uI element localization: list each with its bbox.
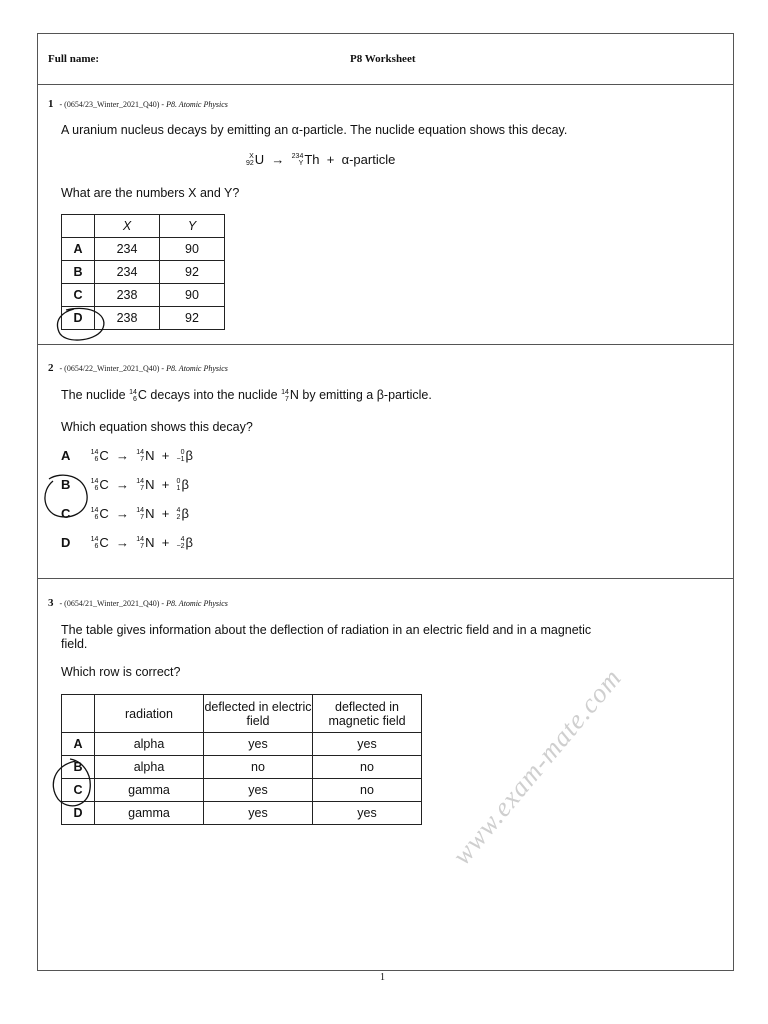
question-2-header: 2 - (0654/22_Winter_2021_Q40) - P8. Atomic Physics — [48, 362, 228, 374]
option-a: A 14 6 C → 14 7 N + 0 −1 β — [61, 448, 193, 464]
option-b: B 14 6 C → 14 7 N + 0 1 β — [61, 477, 189, 493]
option-d: D 14 6 C → 14 7 N + 4 −2 β — [61, 535, 193, 551]
answer-circle-icon — [39, 471, 95, 527]
question-1-prompt: What are the numbers X and Y? — [61, 186, 240, 200]
worksheet-title: P8 Worksheet — [350, 53, 416, 65]
question-1-text: A uranium nucleus decays by emitting an α-particle. The nuclide equation shows this decay. — [61, 123, 568, 137]
question-3-text: The table gives information about the deflection of radiation in an electric field and in a magnetic field. — [61, 623, 592, 651]
question-2-prompt: Which equation shows this decay? — [61, 420, 253, 434]
worksheet-frame — [37, 33, 734, 971]
question-3-header: 3 - (0654/21_Winter_2021_Q40) - P8. Atomic Physics — [48, 597, 228, 609]
answer-circle-icon — [52, 306, 112, 346]
question-1-table: X Y A 234 90 B 234 92 C 238 90 D 238 92 — [61, 214, 225, 330]
question-1 — [38, 85, 733, 345]
question-1-header: 1 - (0654/23_Winter_2021_Q40) - P8. Atomic Physics — [48, 98, 228, 110]
option-c: C 14 6 C → 14 7 N + 4 2 β — [61, 506, 189, 522]
question-3-prompt: Which row is correct? — [61, 665, 181, 679]
watermark: www.exam-mate.com — [446, 662, 628, 871]
question-2-text: The nuclide 14 6 C decays into the nuclide 14 7 N by emitting a β-particle. — [61, 388, 432, 403]
page-number: 1 — [380, 972, 385, 983]
uranium-decay-equation: X 92 U → 234 Y Th + α-particle — [246, 152, 396, 168]
worksheet-header — [38, 34, 733, 85]
question-3-table: radiation deflected in electric field deflected in magnetic field A alpha yes yes B alpha no no C gamma yes no D gamma yes yes — [61, 694, 422, 825]
answer-circle-icon — [46, 755, 98, 817]
full-name-label: Full name: — [48, 53, 100, 65]
question-3 — [38, 579, 733, 969]
question-2 — [38, 345, 733, 579]
